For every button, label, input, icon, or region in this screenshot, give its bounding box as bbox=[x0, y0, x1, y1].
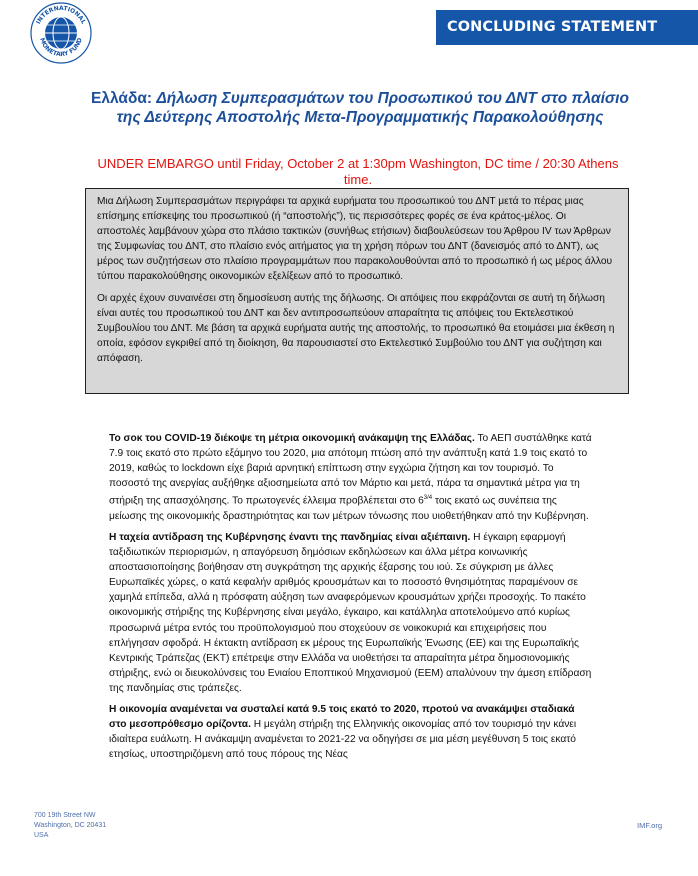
page-title bbox=[80, 89, 640, 127]
disclaimer-box bbox=[85, 188, 629, 394]
paragraph-1-lead: Το σοκ του COVID-19 διέκοψε τη μέτρια οικονομική ανάκαμψη της Ελλάδας. bbox=[109, 433, 475, 444]
svg-text:INTERNATIONAL: INTERNATIONAL bbox=[35, 4, 87, 26]
footer-address: 700 19th Street NW Washington, DC 20431 USA bbox=[34, 812, 107, 839]
concluding-statement-banner: CONCLUDING STATEMENT bbox=[436, 10, 698, 45]
disclaimer-paragraph-2: Οι αρχές έχουν συναινέσει στη δημοσίευση αυτής της δήλωσης. Οι απόψεις που εκφράζονται σε αυτή τη δήλωση είναι αυτές του προσωπικού του ΔΝΤ και δεν αντιπροσωπεύουν απαραίτητα τις απόψεις του Εκτελεστικού Συμβουλίου του ΔΝΤ. Με βάση τα αρχικά ευρήματα αυτής της αποστολής, το προσωπικό θα ετοιμάσει μια έκθεση η οποία, εφόσον εγκριθεί από τη διοίκηση, θα παρουσιαστεί στο Εκτελεστικό Συμβούλιο του ΔΝΤ για συζήτηση και απόφαση. bbox=[97, 293, 615, 364]
svg-text:MONETARY FUND: MONETARY FUND bbox=[38, 37, 84, 59]
footer-site-link[interactable]: IMF.org bbox=[637, 821, 663, 830]
body-paragraph-2: Η ταχεία αντίδραση της Κυβέρνησης έναντι της πανδημίας είναι αξιέπαινη. Η έγκαιρη εφαρμογή ταξιδιωτικών περιορισμών, η απαγόρευση δημόσιων εκδηλώσεων και άλλα μέτρα κοινωνικής αποστασιοποίησης βοήθησαν στη συγκράτηση της αρχικής έξαρσης του ιού. Σε σύγκριση με άλλες Ευρωπαϊκές χώρες, ο κατά κεφαλήν αριθμός κρουσμάτων και το ποσοστό θνησιμότητας παραμένουν σε χαμηλά επίπεδα, αλλά η πρόσφατη αύξηση των αναφερόμενων κρουσμάτων χρήζει προσοχής. Το πακέτο οικονομικής στήριξης της Κυβέρνησης είναι μεγάλο, έγκαιρο, και κατάλληλα αποτελούμενο από κυρίως προσωρινά μέτρα εντός του προϋπολογισμού που στοχεύουν σε νοικοκυριά και επιχειρήσεις που επλήγησαν σφοδρά. Η έκτακτη αντίδραση εκ μέρους της Ευρωπαϊκής Ένωσης (ΕΕ) και της Ευρωπαϊκής Κεντρικής Τράπεζας (ΕΚΤ) επέτρεψε στην Ελλάδα να υιοθετήσει τα απαραίτητα μέτρα δημοσιονομικής στήριξης, ενώ οι διευκολύνσεις του Ενιαίου Εποπτικού Μηχανισμού (ΕΕΜ) απαλύνουν την άμεση επίδραση της πανδημίας στις τράπεζες. bbox=[109, 531, 592, 694]
embargo-notice: UNDER EMBARGO until Friday, October 2 at 1:30pm Washington, DC time / 20:30 Athens time. bbox=[97, 156, 619, 187]
paragraph-3-lead: Η οικονομία αναμένεται να συσταλεί κατά 9.5 τοις εκατό το 2020, προτού να ανακάμψει σταδιακά στο μεσοπρόθεσμο ορίζοντα. bbox=[109, 703, 575, 731]
statement-body bbox=[109, 431, 594, 768]
imf-seal-logo bbox=[30, 2, 92, 64]
paragraph-2-lead: Η ταχεία αντίδραση της Κυβέρνησης έναντι της πανδημίας είναι αξιέπαινη. bbox=[109, 531, 471, 543]
title-lead: Ελλάδα: bbox=[91, 90, 157, 107]
body-paragraph-1: Το σοκ του COVID-19 διέκοψε τη μέτρια οικονομική ανάκαμψη της Ελλάδας. Το ΑΕΠ συστάλθηκε κατά 7.9 τοις εκατό στο πρώτο εξάμηνο του 2020, μια απότομη πτώση από την ανάπτυξη κατά 1.9 τοις εκατό το 2019, καθώς το lockdown είχε βαριά αρνητική επίπτωση στην εγχώρια ζήτηση και τον τουρισμό. Το ποσοστό της ανεργίας αυξήθηκε αξιοσημείωτα από τον Μάρτιο και μετά, πάρα τα σημαντικά μέτρα για τη στήριξη της απασχόλησης. Το πρωτογενές έλλειμα προβλέπεται στο $6^{3/4}$ τοις εκατό ως συνέπεια της μείωσης της οικονομικής δραστηριότητας και των μέτρων τόνωσης που υιοθετήθηκαν από την Κυβέρνηση. bbox=[109, 433, 592, 522]
title-italic: Δήλωση Συμπερασμάτων του Προσωπικού του ΔΝΤ στο πλαίσιο της Δεύτερης Αποστολής Μετα-Προγραμματικής Παρακολούθησης bbox=[116, 90, 629, 126]
disclaimer-paragraph-1: Μια Δήλωση Συμπερασμάτων περιγράφει τα αρχικά ευρήματα του προσωπικού του ΔΝΤ μετά το πέρας μιας επίσημης επίσκεψης του προσωπικού (ή “αποστολής”), τις περισσότερες φορές σε ένα κράτος-μέλος. Οι αποστολές λαμβάνουν χώρα στο πλάσιο τακτικών (συνήθως ετήσιων) διαβουλεύσεων του Άρθρου IV των Άρθρων της Συμφωνίας του ΔΝΤ, στο πλαίσιο ενός αιτήματος για τη χρήση πόρων του ΔΝΤ (δανεισμός από το ΔΝΤ), ως μέρος των συζητήσεων στο πλαίσιο προγραμμάτων που παρακολουθούνται από το προσωπικό ή ως μέρος άλλου τύπου παρακολούθησης οικονομικών εξελίξεων από το προσωπικό. bbox=[97, 196, 613, 282]
body-paragraph-3: Η οικονομία αναμένεται να συσταλεί κατά 9.5 τοις εκατό το 2020, προτού να ανακάμψει σταδιακά στο μεσοπρόθεσμο ορίζοντα. Η μεγάλη στήριξη της Ελληνικής οικονομίας από τον τουρισμό την κάνει ιδιαίτερα ευάλωτη. Η ανάκαμψη αναμένεται το 2021-22 να οδηγήσει σε μια μέση μεγέθυνση 5 τοις εκατό ετησίως, υποστηριζόμενη από τους πόρους της Νέας bbox=[109, 703, 577, 761]
